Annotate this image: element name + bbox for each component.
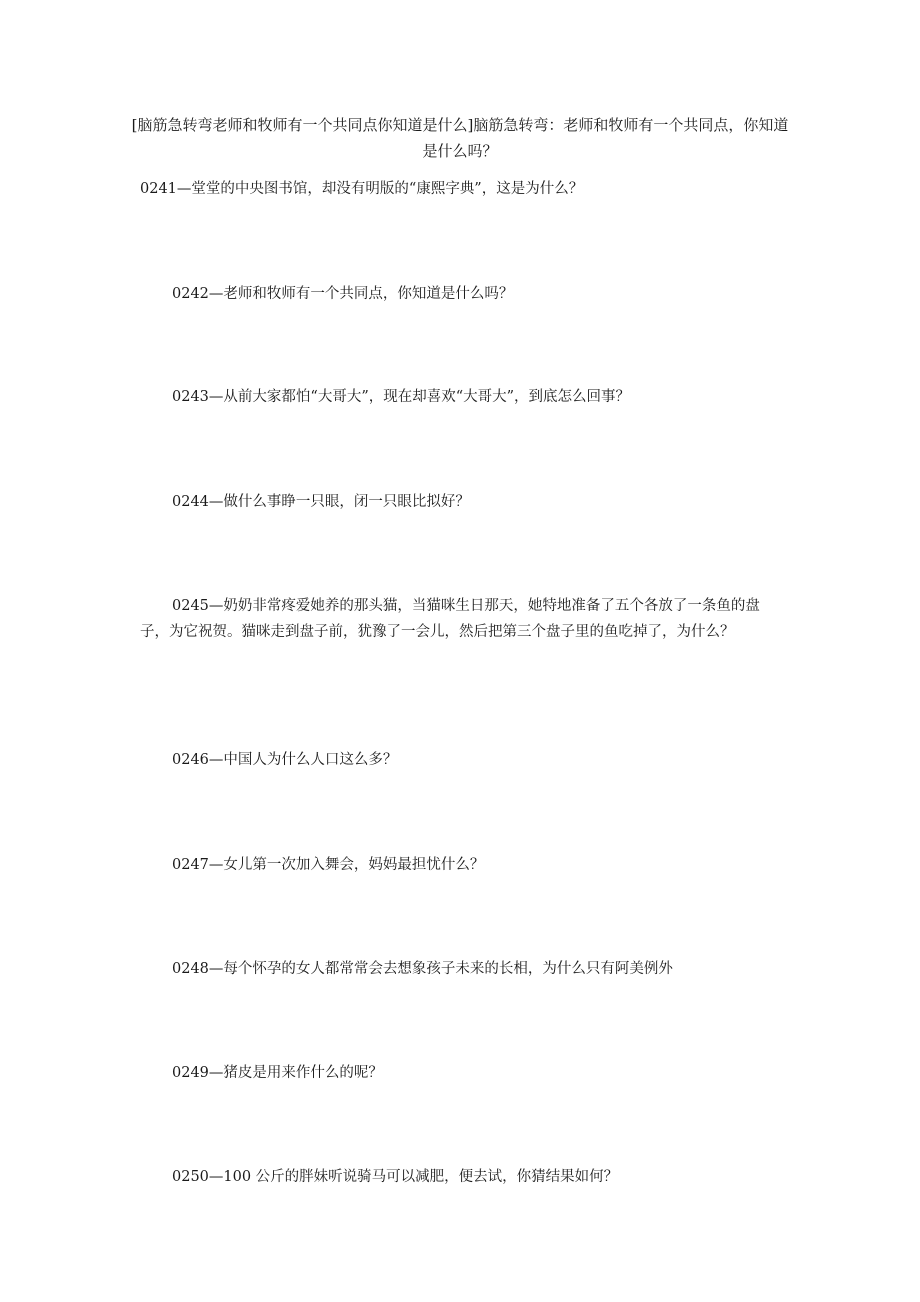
question-0243: 0243—从前大家都怕“大哥大”，现在却喜欢“大哥大”，到底怎么回事？	[172, 389, 631, 405]
question-0249: 0249—猪皮是用来作什么的呢？	[172, 1065, 383, 1081]
question-0247: 0247—女儿第一次加入舞会，妈妈最担忧什么？	[172, 857, 485, 873]
question-0245: 0245—奶奶非常疼爱她养的那头猫，当猫咪生日那天，她特地准备了五个各放了一条鱼的盘子，为它祝贺。猫咪走到盘子前，犹豫了一会儿，然后把第三个盘子里的鱼吃掉了，为什么？	[140, 598, 760, 640]
question-0242: 0242—老师和牧师有一个共同点，你知道是什么吗？	[172, 286, 514, 302]
question-0248: 0248—每个怀孕的女人都常常会去想象孩子未来的长相，为什么只有阿美例外	[172, 961, 673, 977]
question-0246: 0246—中国人为什么人口这么多？	[172, 752, 398, 768]
question-0244: 0244—做什么事睁一只眼，闭一只眼比拟好？	[172, 494, 470, 510]
question-0241: 0241—堂堂的中央图书馆，却没有明版的“康熙字典”，这是为什么？	[140, 181, 584, 197]
question-0250: 0250—100 公斤的胖妹听说骑马可以减肥，便去试，你猜结果如何？	[172, 1169, 619, 1185]
document-title: [脑筋急转弯老师和牧师有一个共同点你知道是什么]脑筋急转弯：老师和牧师有一个共同点，你知道是什么吗？	[131, 116, 789, 160]
